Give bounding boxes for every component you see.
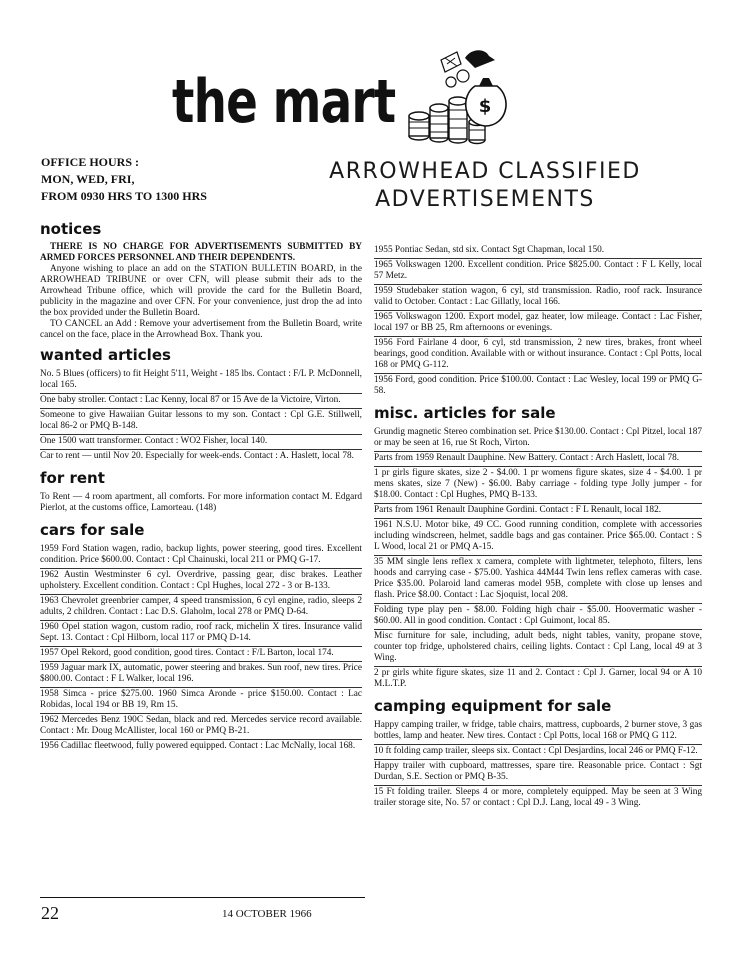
classified-ad: 1961 N.S.U. Motor bike, 49 CC. Good running condition, complete with accessories including windscreen, helmet, saddle bags and gas container. Price $65.00. Contact : S L Wood, local 21 or PMQ A-15. (374, 518, 702, 555)
classified-ad: 10 ft folding camp trailer, sleeps six. Contact : Cpl Desjardins, local 246 or PMQ F-12. (374, 744, 702, 759)
header-line: ADVERTISEMENTS (375, 187, 595, 212)
classified-ad: No. 5 Blues (officers) to fit Height 5'11, Weight - 185 lbs. Contact : F/L P. McDonnell, local 165. (40, 369, 362, 390)
classified-ad: To Rent — 4 room apartment, all comforts. For more information contact M. Edgard Pierlot, at the customs office, Lamorteau. (148) (40, 492, 362, 513)
classified-ad: 1959 Studebaker station wagon, 6 cyl, std transmission. Radio, roof rack. Insurance valid to October. Contact : Lac Gillatly, local 166. (374, 284, 702, 310)
classified-ad: Misc furniture for sale, including, adult beds, night tables, vanity, propane stove, counter top fridge, upholstered chairs, ceiling lights. Contact : Cpl Lang, local 49 at 3 Wing. (374, 629, 702, 666)
classified-ad: 1956 Ford Fairlane 4 door, 6 cyl, std transmission, 2 new tires, brakes, front wheel bearings, good condition. Available with or without insurance. Contact : Cpl Potts, local 168 or PMQ G-112. (374, 336, 702, 373)
issue-date: 14 OCTOBER 1966 (222, 908, 312, 920)
classified-ad: Parts from 1961 Renault Dauphine Gordini. Contact : F L Renault, local 182. (374, 503, 702, 518)
classified-ad: 35 MM single lens reflex x camera, complete with lightmeter, telephoto, filters, lens hoods and carrying case - $75.00. Yashica 44M44 Twin lens reflex cameras with case. Price $35.00. Polaroid land cameras model 95B, complete with close up lenses and flash. Price $8.00. Contact : Lac Sjoquist, local 208. (374, 555, 702, 603)
section-heading-for-rent: for rent (40, 469, 105, 487)
section-heading-camping: camping equipment for sale (374, 697, 612, 715)
classified-ad: 15 Ft folding trailer. Sleeps 4 or more, completely equipped. May be seen at 3 Wing trailer storage site, No. 57 or contact : Cpl D.J. Lang, local 49 - 3 Wing. (374, 785, 702, 811)
classified-ad: 1962 Mercedes Benz 190C Sedan, black and red. Mercedes service record available. Contact : Mr. Doug McAllister, local 160 or PMQ B-21. (40, 713, 362, 739)
classified-ad: 2 pr girls white figure skates, size 11 and 2. Contact : Cpl J. Garner, local 94 or A 10 M.L.T.P. (374, 666, 702, 692)
money-bag-and-coins-icon (405, 46, 515, 146)
classified-ad: 1955 Pontiac Sedan, std six. Contact Sgt Chapman, local 150. (374, 245, 605, 255)
notice-paragraph: TO CANCEL an Add : Remove your advertisement from the Bulletin Board, write cancel on the face, place in the Arrowhead Box. Thank you. (40, 319, 362, 340)
classified-ad: 1959 Jaguar mark IX, automatic, power steering and brakes. Sun roof, new tires. Price $800.00. Contact : F L Walker, local 196. (40, 661, 362, 687)
office-hours-line: MON, WED, FRI, (41, 172, 135, 186)
page-number: 22 (41, 903, 59, 923)
office-hours-line: OFFICE HOURS : (41, 155, 140, 169)
classified-ad: 1965 Volkswagen 1200. Excellent condition. Price $825.00. Contact : F L Kelly, local 57 Metz. (374, 258, 702, 284)
left-column (40, 220, 362, 754)
office-hours-line: FROM 0930 HRS TO 1300 HRS (41, 189, 207, 203)
classified-ad: One 1500 watt transformer. Contact : WO2 Fisher, local 140. (40, 434, 362, 449)
office-hours (41, 154, 207, 205)
classified-ad: 1963 Chevrolet greenbrier camper, 4 speed transmission, 6 cyl engine, radio, sleeps 2 adults, 2 children. Contact : Lac D.S. Glaholm, local 278 or PMQ D-64. (40, 594, 362, 620)
masthead-title: the mart (172, 67, 396, 137)
classified-header (290, 158, 680, 214)
header-line: ARROWHEAD CLASSIFIED (329, 159, 641, 184)
section-heading-notices: notices (40, 220, 102, 238)
right-column (374, 244, 702, 811)
classified-ad: Parts from 1959 Renault Dauphine. New Battery. Contact : Arch Haslett, local 78. (374, 451, 702, 466)
classified-ad: 1956 Cadillac fleetwood, fully powered equipped. Contact : Lac McNally, local 168. (40, 739, 362, 754)
classified-ad: 1 pr girls figure skates, size 2 - $4.00. 1 pr womens figure skates, size 4 - $4.00. 1 pr mens skates, size 7 (New) - $6.00. Baby carriage - folding type Jolly jumper - for $18.00. Contact : Cpl Hughes, PMQ B-133. (374, 466, 702, 503)
section-heading-wanted: wanted articles (40, 346, 171, 364)
notice-paragraph: THERE IS NO CHARGE FOR ADVERTISEMENTS SUBMITTED BY ARMED FORCES PERSONNEL AND THEIR DEPENDENTS. (40, 242, 362, 263)
classified-ad: 1960 Opel station wagon, custom radio, roof rack, michelin X tires. Insurance valid Sept. 13. Contact : Cpl Hilborn, local 117 or PMQ D-14. (40, 620, 362, 646)
footer-divider (40, 897, 365, 898)
section-heading-misc: misc. articles for sale (374, 404, 556, 422)
notice-paragraph: Anyone wishing to place an add on the STATION BULLETIN BOARD, in the ARROWHEAD TRIBUNE or over CFN, will please submit their ads to the Arrowhead Tribune office, which will provide the card for the Bulletin Board, publicity in the magazine and over CFN. For your convenience, just drop the ad into the box provided under the Bulletin Board. (40, 264, 362, 318)
classified-ad: 1959 Ford Station wagen, radio, backup lights, power steering, good tires. Excellent condition. Price $600.00. Contact : Cpl Chainuski, local 211 or PMQ G-17. (40, 544, 362, 565)
classified-ad: 1962 Austin Westminster 6 cyl. Overdrive, passing gear, disc brakes. Leather upholstery. Excellent condition. Contact : Cpl Hughes, local 272 - 3 or B-133. (40, 568, 362, 594)
classified-ad: 1965 Volkswagon 1200. Export model, gaz heater, low mileage. Contact : Lac Fisher, local 197 or BB 25, Rm afternoons or evenings. (374, 310, 702, 336)
classified-ad: Car to rent — until Nov 20. Especially for week-ends. Contact : A. Haslett, local 78. (40, 449, 362, 464)
classified-ad: Happy camping trailer, w fridge, table chairs, mattress, cupboards, 2 burner stove, 3 gas bottles, lamp and heater. New tires. Contact : Cpl Potts, local 168 or PMQ G 112. (374, 720, 702, 741)
classified-ad: 1958 Simca - price $275.00. 1960 Simca Aronde - price $150.00. Contact : Lac Robidas, local 194 or BB 19, Rm 15. (40, 687, 362, 713)
classified-ad: 1957 Opel Rekord, good condition, good tires. Contact : F/L Barton, local 174. (40, 646, 362, 661)
classified-ad: Someone to give Hawaiian Guitar lessons to my son. Contact : Cpl G.E. Stillwell, local 86-2 or PMQ B-148. (40, 408, 362, 434)
classified-ad: 1956 Ford, good condition. Price $100.00. Contact : Lac Wesley, local 199 or PMQ G-58. (374, 373, 702, 399)
svg-text:$: $ (478, 96, 492, 117)
section-heading-cars: cars for sale (40, 521, 145, 539)
classified-ad: Happy trailer with cupboard, mattresses, spare tire. Reasonable price. Contact : Sgt Durdan, S.E. Section or PMQ B-35. (374, 759, 702, 785)
classified-ad: Grundig magnetic Stereo combination set. Price $130.00. Contact : Cpl Pitzel, local 187 or may be seen at 16, rue St Roch, Virton. (374, 427, 702, 448)
classified-ad: Folding type play pen - $8.00. Folding high chair - $5.00. Hoovermatic washer - $60.00. All in good condition. Contact : Cpl Guimont, local 85. (374, 603, 702, 629)
classified-ad: One baby stroller. Contact : Lac Kenny, local 87 or 15 Ave de la Victoire, Virton. (40, 393, 362, 408)
